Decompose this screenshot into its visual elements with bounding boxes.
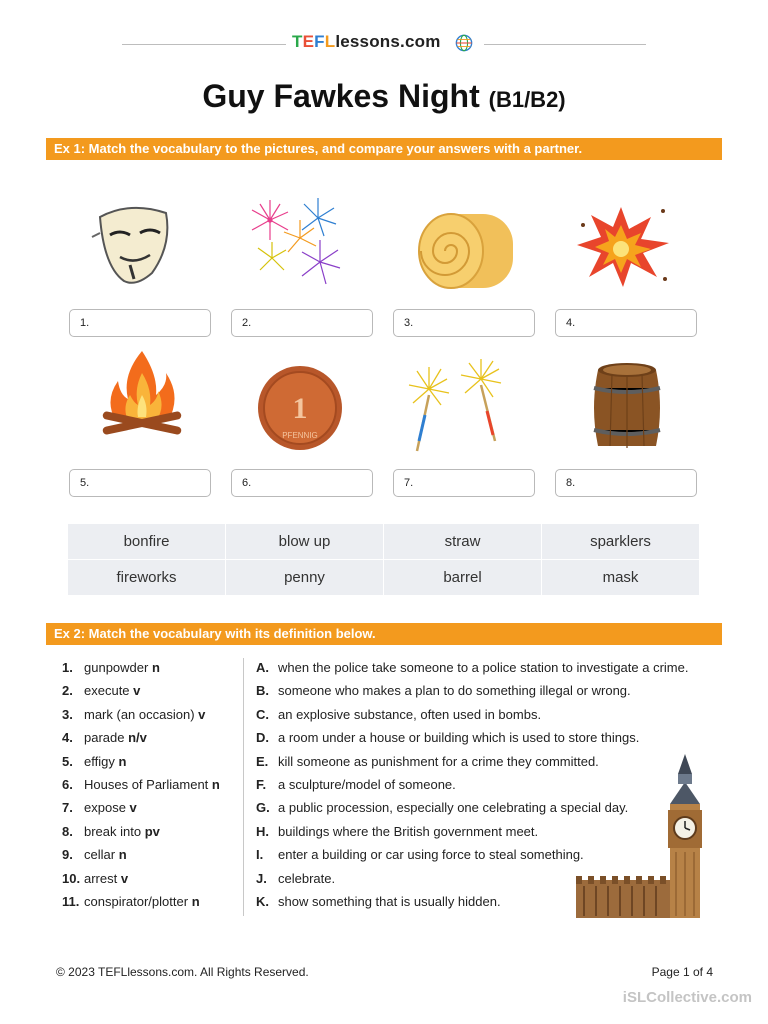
definition-item <box>256 656 726 679</box>
ex2-instruction-bar: Ex 2: Match the vocabulary with its definition below. <box>46 623 722 645</box>
word-bank-cell: penny <box>226 560 384 596</box>
vocab-word: effigy <box>84 753 115 769</box>
answer-box-8[interactable]: 8. <box>555 469 697 497</box>
vocab-number: 9. <box>62 847 73 863</box>
definition-letter: E. <box>256 753 269 769</box>
definition-text: a room under a house or building which is used to store things. <box>278 730 640 746</box>
page-number: Page 1 of 4 <box>651 965 713 979</box>
definition-text: enter a building or car using force to steal something. <box>278 847 584 863</box>
header-rule-left <box>122 44 286 45</box>
coin-rim-text: PFENNIG <box>282 431 318 440</box>
definition-text: a sculpture/model of someone. <box>278 776 456 792</box>
definition-letter: H. <box>256 823 269 839</box>
vocab-number: 6. <box>62 776 73 792</box>
vocab-pos: v <box>129 800 137 816</box>
word-bank-cell: bonfire <box>68 524 226 560</box>
definition-letter: K. <box>256 893 269 909</box>
vocab-pos: n <box>118 847 127 863</box>
vocab-item <box>62 820 242 843</box>
vocab-word: mark (an occasion) <box>84 706 195 722</box>
word-bank-cell: fireworks <box>68 560 226 596</box>
fireworks-icon <box>240 190 360 290</box>
vocab-number: 7. <box>62 800 73 816</box>
vocab-number: 11. <box>62 893 80 909</box>
vocab-item <box>62 867 242 890</box>
vocab-word: Houses of Parliament <box>84 776 209 792</box>
page-title <box>0 78 768 115</box>
penny-coin-icon <box>240 360 360 460</box>
vocab-pos: n <box>211 776 220 792</box>
site-logo[interactable] <box>292 32 478 56</box>
vocab-item <box>62 703 242 726</box>
definition-text: someone who makes a plan to do something illegal or wrong. <box>278 683 631 699</box>
definition-text: celebrate. <box>278 870 336 886</box>
vocab-pos: n <box>191 893 200 909</box>
definition-text: kill someone as punishment for a crime they committed. <box>278 753 599 769</box>
vocab-pos: v <box>120 870 129 886</box>
definition-letter: I. <box>256 847 264 863</box>
word-bank-cell: mask <box>542 560 700 596</box>
explosion-icon <box>565 195 685 295</box>
definition-letter: D. <box>256 730 269 746</box>
definition-letter: A. <box>256 660 269 675</box>
answer-box-3[interactable]: 3. <box>393 309 535 337</box>
logo-rest: lessons.com <box>335 32 441 51</box>
vocab-word: expose <box>84 800 126 816</box>
barrel-icon <box>570 360 690 460</box>
answer-box-1[interactable]: 1. <box>69 309 211 337</box>
vocab-list <box>62 656 242 913</box>
word-bank-row <box>68 524 700 560</box>
coin-numeral: 1 <box>292 392 308 425</box>
vocab-item <box>62 773 242 796</box>
bonfire-icon <box>82 345 202 445</box>
level-badge: (B1/B2) <box>488 87 566 112</box>
definition-text: show something that is usually hidden. <box>278 893 501 909</box>
copyright-text: © 2023 TEFLlessons.com. All Rights Reserved. <box>56 965 309 979</box>
definition-letter: F. <box>256 776 267 792</box>
definition-letter: G. <box>256 800 270 816</box>
definition-letter: B. <box>256 683 269 699</box>
vocab-number: 1. <box>62 660 73 675</box>
vocab-word: cellar <box>84 847 116 863</box>
vocab-word: execute <box>84 683 130 699</box>
title-text: Guy Fawkes Night <box>202 78 480 114</box>
definition-item <box>256 726 726 749</box>
vocab-word: arrest <box>84 870 118 886</box>
logo-tefl: TEFL <box>292 32 336 51</box>
vocab-number: 4. <box>62 730 73 746</box>
vocab-number: 5. <box>62 753 73 769</box>
answer-box-6[interactable]: 6. <box>231 469 373 497</box>
definition-text: when the police take someone to a police station to investigate a crime. <box>278 660 689 675</box>
word-bank-table <box>67 523 700 596</box>
vocab-item <box>62 656 242 679</box>
word-bank-cell: blow up <box>226 524 384 560</box>
vocab-pos: v <box>133 683 141 699</box>
vocab-number: 8. <box>62 823 73 839</box>
big-ben-icon <box>572 752 704 920</box>
vocab-pos: v <box>198 706 206 722</box>
watermark-link[interactable]: iSLCollective.com <box>622 989 752 1006</box>
definition-letter: C. <box>256 706 269 722</box>
definition-text: a public procession, especially one celebrating a special day. <box>278 800 629 816</box>
word-bank-row <box>68 560 700 596</box>
globe-icon <box>455 34 473 52</box>
vocab-pos: n/v <box>128 730 147 746</box>
definition-item <box>256 703 726 726</box>
word-bank-cell: barrel <box>384 560 542 596</box>
sparklers-icon <box>395 355 515 455</box>
answer-box-4[interactable]: 4. <box>555 309 697 337</box>
vocab-word: parade <box>84 730 125 746</box>
vocab-pos: n <box>151 660 160 675</box>
vocab-word: break into <box>84 823 142 839</box>
vocab-pos: pv <box>144 823 160 839</box>
word-bank-cell: sparklers <box>542 524 700 560</box>
definition-text: an explosive substance, often used in bombs. <box>278 706 542 722</box>
vocab-word: conspirator/plotter <box>84 893 189 909</box>
definition-text: buildings where the British government meet. <box>278 823 539 839</box>
vocab-number: 2. <box>62 683 73 699</box>
vocab-word: gunpowder <box>84 660 149 675</box>
vocab-item <box>62 726 242 749</box>
vocab-number: 10. <box>62 870 81 886</box>
answer-box-5[interactable]: 5. <box>69 469 211 497</box>
column-divider <box>243 658 244 916</box>
vocab-item <box>62 750 242 773</box>
mask-icon <box>80 195 200 295</box>
vocab-item <box>62 843 242 866</box>
vocab-item <box>62 679 242 702</box>
answer-box-2[interactable]: 2. <box>231 309 373 337</box>
vocab-pos: n <box>118 753 127 769</box>
header-rule-right <box>484 44 646 45</box>
vocab-number: 3. <box>62 706 73 722</box>
ex1-instruction-bar: Ex 1: Match the vocabulary to the pictures, and compare your answers with a partner. <box>46 138 722 160</box>
definition-letter: J. <box>256 870 267 886</box>
answer-box-7[interactable]: 7. <box>393 469 535 497</box>
word-bank-cell: straw <box>384 524 542 560</box>
definition-item <box>256 679 726 702</box>
straw-bale-icon <box>405 200 525 300</box>
vocab-item <box>62 890 242 913</box>
vocab-item <box>62 796 242 819</box>
